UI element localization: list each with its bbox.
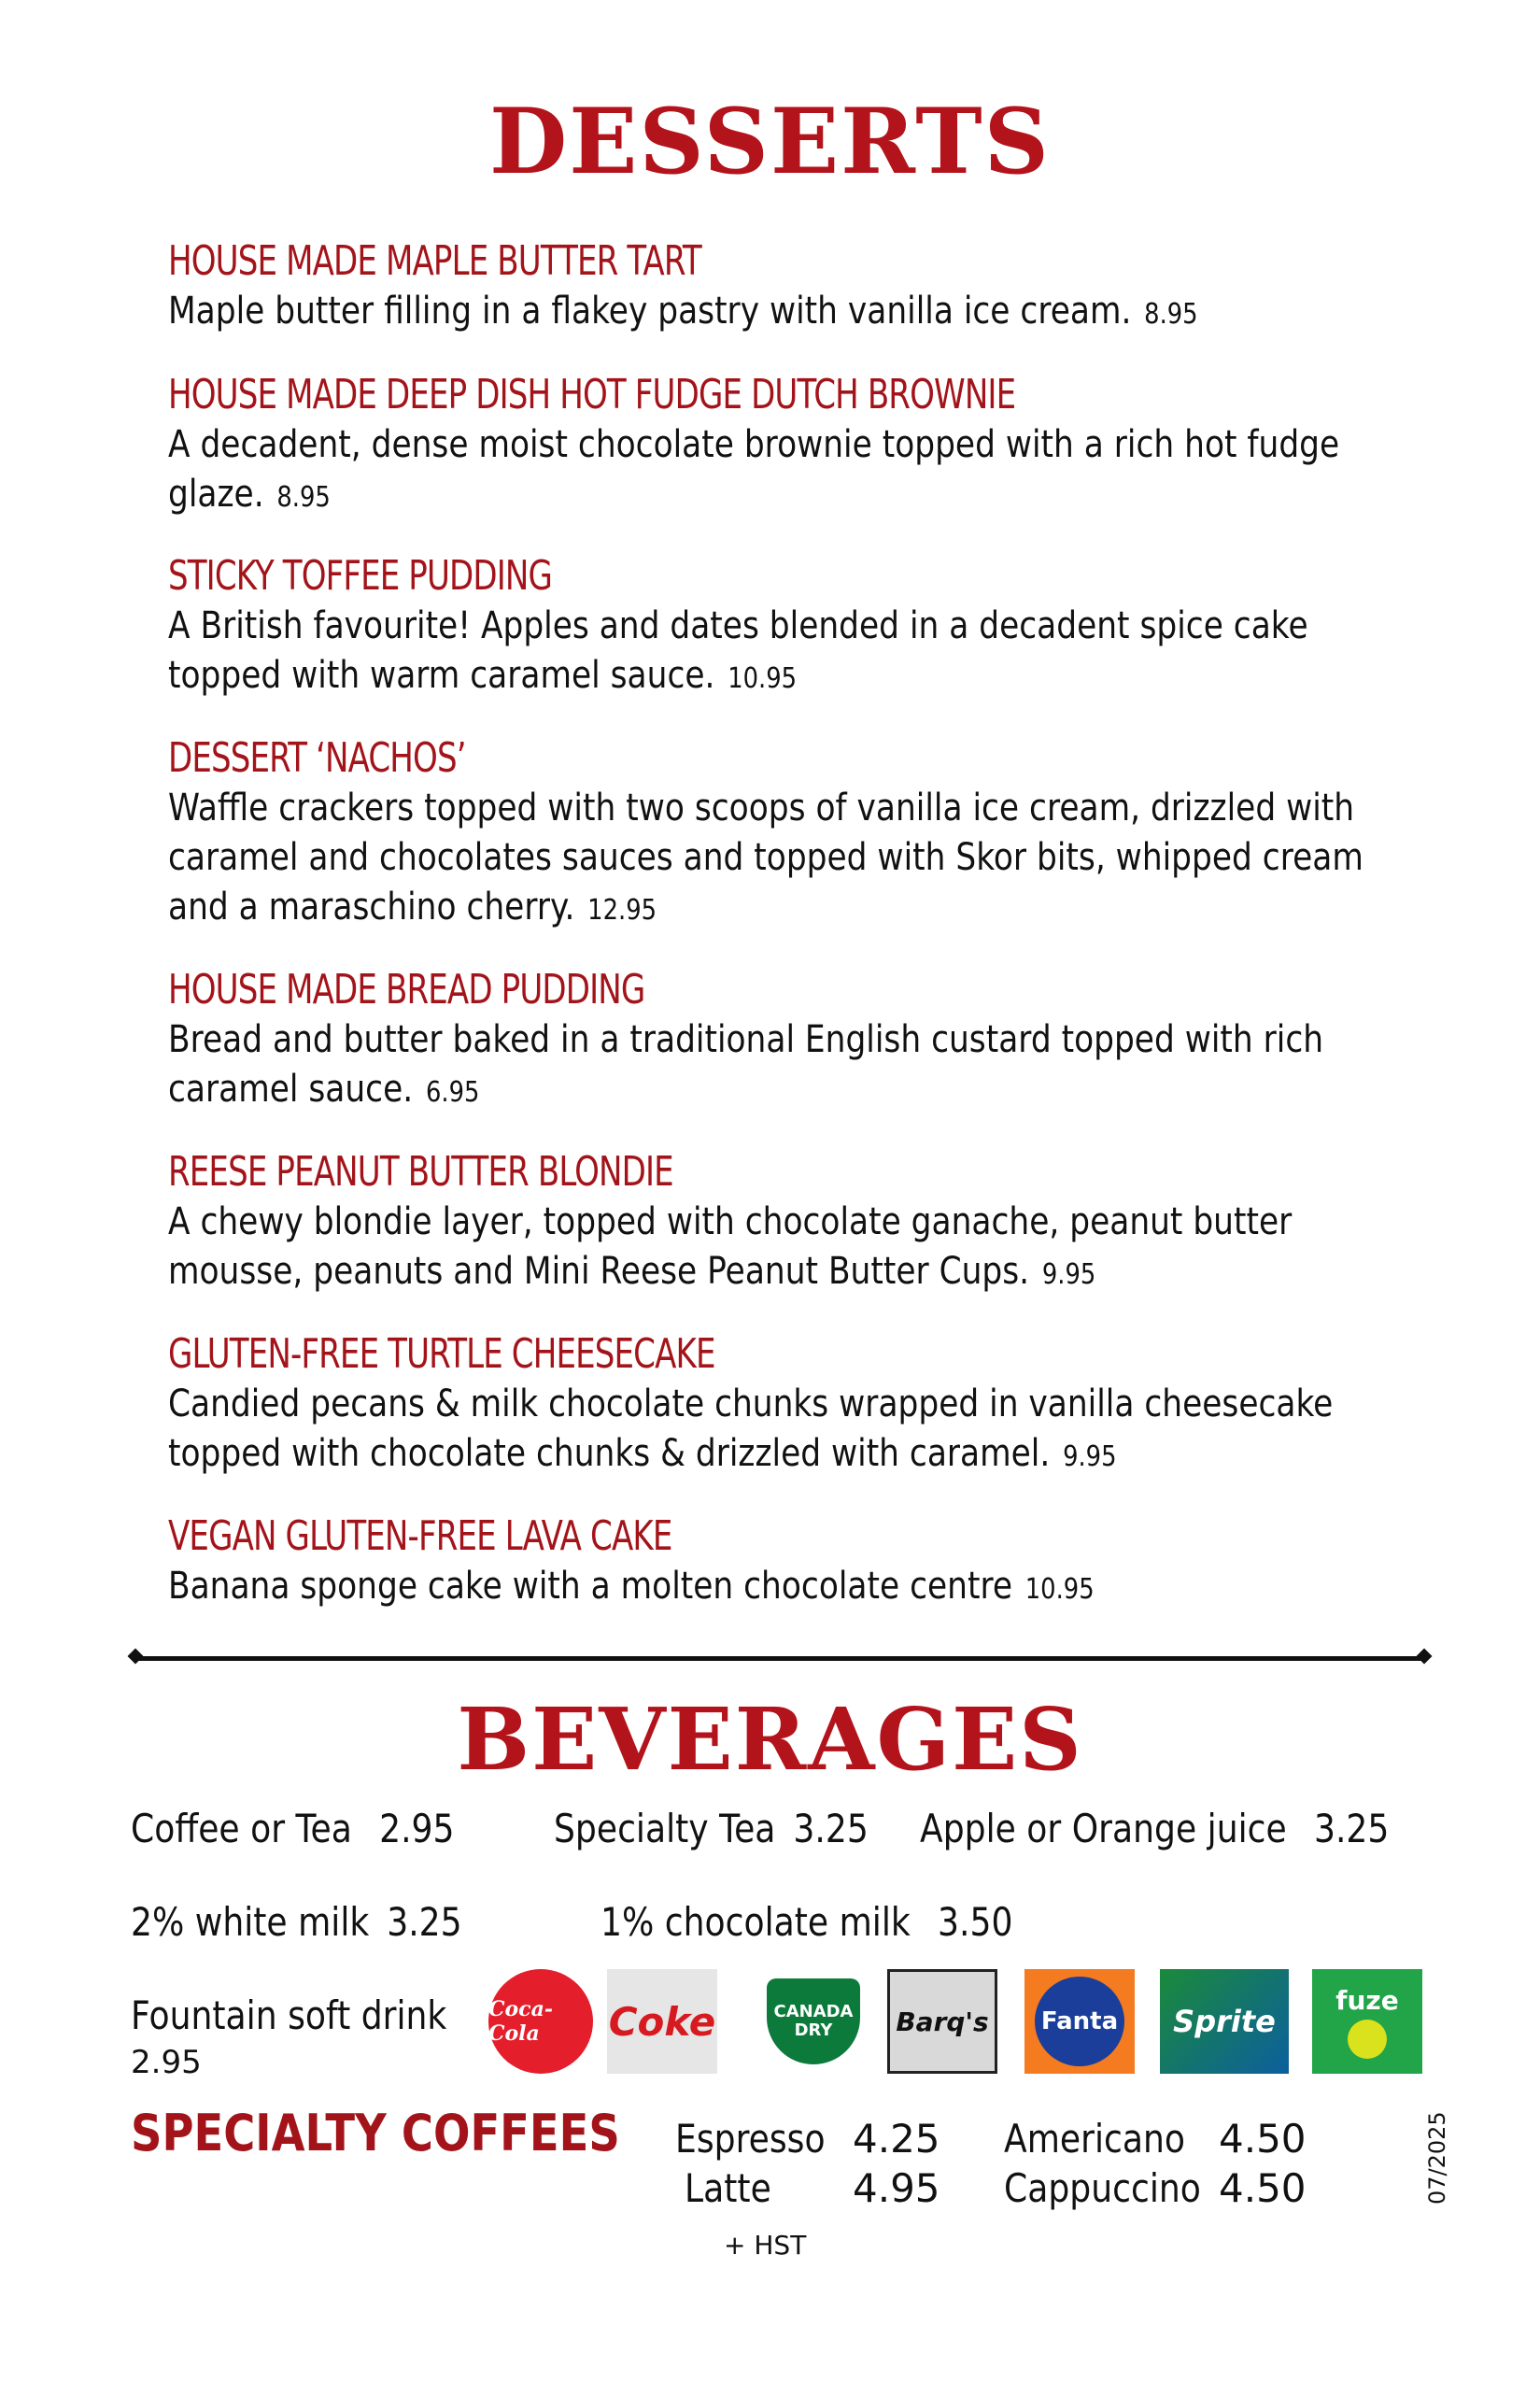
dessert-price: 9.95 xyxy=(1063,1440,1117,1473)
dessert-price: 8.95 xyxy=(1144,298,1198,331)
dessert-description: Waffle crackers topped with two scoops of vanilla ice cream, drizzled with caramel and chocolates sauces and topped with Skor bits, whipped cream and a maraschino cherry. 12.95 xyxy=(168,787,1363,929)
specialty-coffees-title: SPECIALTY COFFEES xyxy=(131,2104,620,2162)
dessert-item xyxy=(168,370,1410,522)
coffee-item: Cappuccino 4.50 xyxy=(1004,2165,1307,2211)
dessert-price: 12.95 xyxy=(587,894,657,927)
beverage-item: 1% chocolate milk 3.50 xyxy=(600,1899,1013,1945)
date-code: 07/2025 xyxy=(1424,2111,1450,2205)
dessert-price: 6.95 xyxy=(425,1076,480,1109)
dessert-name: DESSERT ‘NACHOS’ xyxy=(168,734,466,782)
dessert-item xyxy=(168,1511,1410,1614)
dessert-item xyxy=(168,551,1410,703)
dessert-description: A chewy blondie layer, topped with chocolate ganache, peanut butter mousse, peanuts and Mini Reese Peanut Butter Cups. 9.95 xyxy=(168,1200,1293,1293)
barqs-logo-icon: Barq's xyxy=(887,1969,997,2074)
dessert-name: HOUSE MADE BREAD PUDDING xyxy=(168,966,645,1014)
dessert-item xyxy=(168,236,1410,339)
beverage-item: Specialty Tea 3.25 xyxy=(554,1806,869,1851)
beverage-item: Apple or Orange juice 3.25 xyxy=(920,1806,1390,1851)
dessert-item xyxy=(168,965,1410,1117)
coffee-item: Espresso 4.25 xyxy=(675,2116,940,2162)
desserts-title: DESSERTS xyxy=(489,89,1051,194)
cocacola-logo-icon: Coca-Cola xyxy=(486,1969,596,2074)
dessert-price: 8.95 xyxy=(276,481,331,514)
beverages-title: BEVERAGES xyxy=(457,1689,1083,1790)
dessert-name: GLUTEN-FREE TURTLE CHEESECAKE xyxy=(168,1330,715,1378)
dessert-description: Banana sponge cake with a molten chocolate centre 10.95 xyxy=(168,1565,1095,1608)
dessert-name: STICKY TOFFEE PUDDING xyxy=(168,552,553,600)
dessert-name: REESE PEANUT BUTTER BLONDIE xyxy=(168,1148,673,1196)
dessert-price: 10.95 xyxy=(728,662,798,695)
fountain-drink-label: Fountain soft drink xyxy=(131,1992,447,2038)
dessert-description: Candied pecans & milk chocolate chunks wrapped in vanilla cheesecake topped with chocolate chunks & drizzled with caramel. 9.95 xyxy=(168,1382,1334,1475)
beverage-item: Coffee or Tea 2.95 xyxy=(131,1806,455,1851)
dessert-item xyxy=(168,1147,1410,1299)
dessert-name: HOUSE MADE DEEP DISH HOT FUDGE DUTCH BROWNIE xyxy=(168,371,1016,418)
diet-coke-logo-icon: Coke xyxy=(607,1969,717,2074)
dessert-description: Bread and butter baked in a traditional English custard topped with rich caramel sauce. 6.95 xyxy=(168,1018,1324,1111)
coffee-item: Latte 4.95 xyxy=(685,2165,940,2211)
section-divider xyxy=(135,1656,1424,1661)
dessert-name: VEGAN GLUTEN-FREE LAVA CAKE xyxy=(168,1512,672,1560)
dessert-name: HOUSE MADE MAPLE BUTTER TART xyxy=(168,237,701,285)
beverage-item: 2% white milk 3.25 xyxy=(131,1899,462,1945)
dessert-item xyxy=(168,1329,1410,1482)
fountain-drink-price: 2.95 xyxy=(131,2044,202,2081)
dessert-price: 10.95 xyxy=(1024,1573,1095,1606)
coffee-item: Americano 4.50 xyxy=(1004,2116,1307,2162)
canada-dry-logo-icon: CANADA DRY xyxy=(758,1969,869,2074)
dessert-description: A British favourite! Apples and dates blended in a decadent spice cake topped with warm caramel sauce. 10.95 xyxy=(168,604,1308,697)
dessert-description: Maple butter filling in a flakey pastry with vanilla ice cream. 8.95 xyxy=(168,290,1198,333)
dessert-item xyxy=(168,733,1410,935)
sprite-logo-icon: Sprite xyxy=(1160,1969,1289,2074)
dessert-price: 9.95 xyxy=(1041,1258,1096,1291)
tax-note: + HST xyxy=(724,2230,807,2261)
fanta-logo-icon: Fanta xyxy=(1024,1969,1135,2074)
fuze-logo-icon: fuze xyxy=(1312,1969,1422,2074)
dessert-description: A decadent, dense moist chocolate brownie topped with a rich hot fudge glaze. 8.95 xyxy=(168,423,1340,516)
